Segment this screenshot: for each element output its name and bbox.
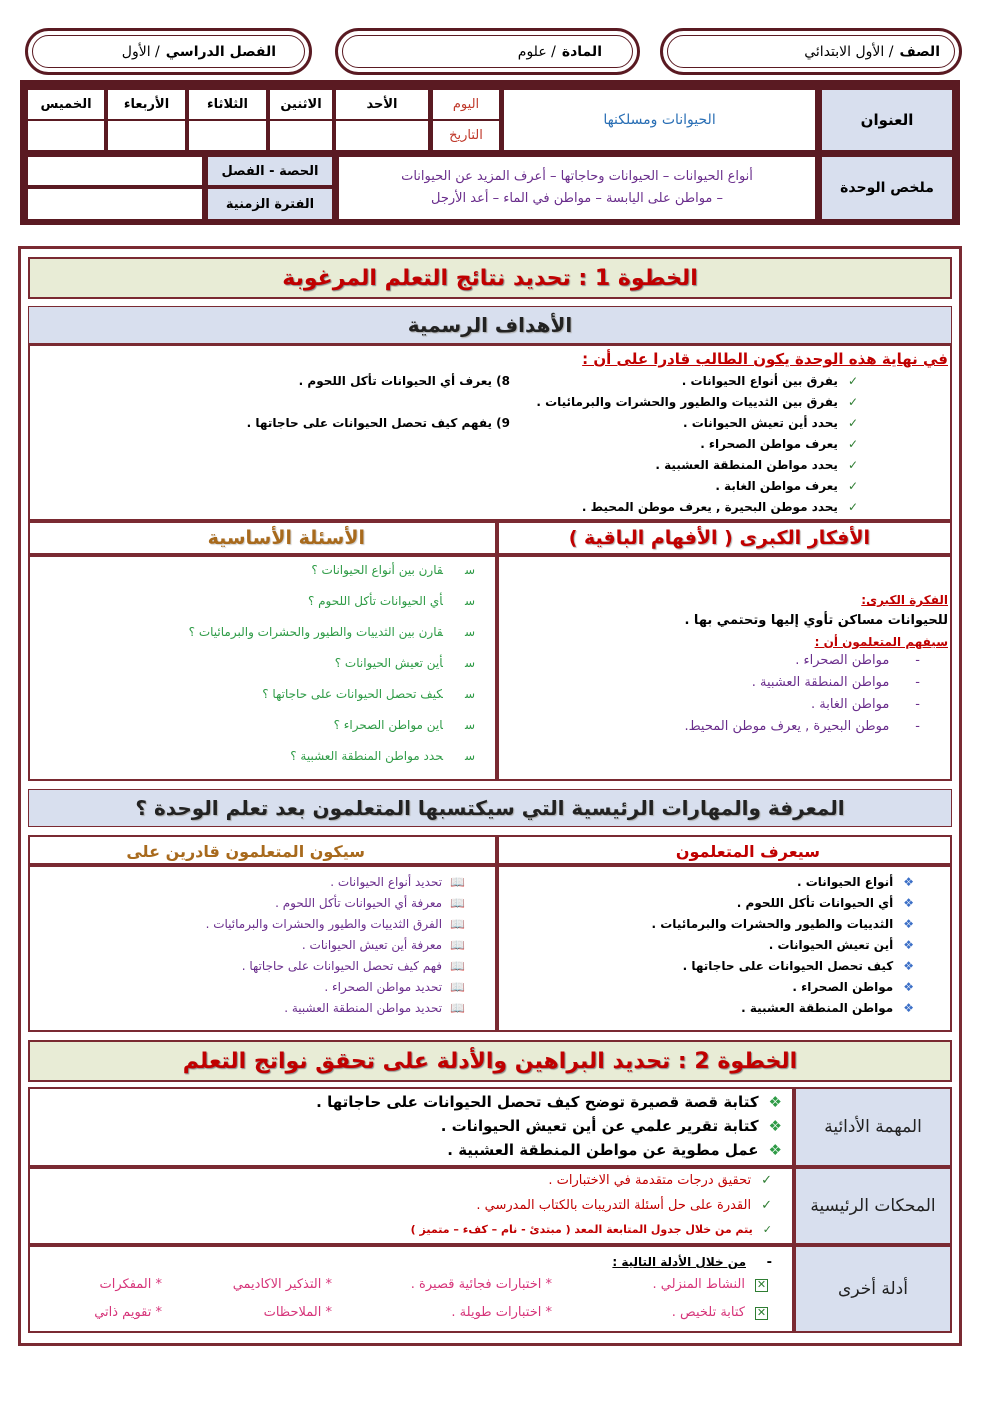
title-label: العنوان [822, 90, 952, 150]
question-item-text: قارن بين الثدييات والطيور والحشرات والبرمائيات ؟ [188, 625, 443, 639]
other-intro: من خلال الأدلة التالية : [612, 1255, 746, 1269]
question-marker: س [464, 718, 475, 732]
diamond-icon: ❖ [768, 1141, 782, 1159]
will-be-able-box [28, 865, 497, 1032]
semester-value: الأول [121, 43, 151, 60]
will-know-item [652, 917, 914, 931]
will-be-able-item [330, 875, 465, 889]
will-be-able-item [284, 1001, 465, 1015]
criteria-label: المحكات الرئيسية [794, 1167, 952, 1245]
check-icon: ✓ [847, 374, 858, 388]
day-monday: الاثنين [270, 90, 332, 119]
check-icon: ✓ [761, 1173, 772, 1188]
understand-item-text: موطن البحيرة , يعرف موطن المحيط. [684, 719, 890, 734]
semester-pill: الفصل الدراسي / الأول [25, 28, 312, 75]
goal-item-text: يعرف مواطن الغابة . [715, 479, 838, 493]
big-ideas-box [497, 555, 952, 781]
will-be-able-title: سيكون المتعلمون قادرين على [126, 842, 365, 861]
check-icon: ✓ [847, 458, 858, 472]
goal-item [683, 416, 858, 430]
task-label: المهمة الأدائية [794, 1087, 952, 1167]
criteria-item [411, 1223, 772, 1236]
diamond-icon: ❖ [903, 896, 914, 910]
understand-item [811, 697, 920, 712]
will-be-able-item-text: فهم كيف تحصل الحيوانات على حاجاتها . [241, 959, 443, 973]
other-item: * الملاحظات [263, 1305, 332, 1320]
criteria-box [28, 1167, 794, 1245]
day-thursday: الخميس [28, 90, 104, 119]
question-marker: س [464, 749, 475, 763]
day-wednesday: الأربعاء [108, 90, 185, 119]
goal-item-left: 9) يفهم كيف تحصل الحيوانات على حاجاتها . [246, 416, 510, 430]
understand-item-text: مواطن المنطقة العشبية . [751, 675, 890, 690]
checkbox-icon: ✕ [756, 1278, 767, 1291]
step2-title: الخطوة 2 : تحديد البراهين والأدلة على تحقق نواتج التعلم [28, 1040, 952, 1082]
question-item [308, 594, 475, 608]
other-item-text: كتابة تلخيص . [671, 1305, 745, 1320]
criteria-item-text: يتم من خلال جدول المتابعة المعد ( مبتدئ - نام – كفء – متميز ) [410, 1223, 753, 1236]
other-label: أدلة أخرى [794, 1245, 952, 1333]
subject-value: علوم [517, 43, 547, 60]
tasks-box [28, 1087, 794, 1167]
diamond-icon: ❖ [903, 980, 914, 994]
will-know-item [741, 1001, 914, 1015]
check-icon: ✓ [847, 395, 858, 409]
understand-item-text: مواطن الغابة . [810, 697, 890, 712]
will-know-item [792, 980, 914, 994]
will-know-item [737, 896, 914, 910]
criteria-item [476, 1198, 772, 1213]
goal-item [536, 395, 858, 409]
will-be-able-item [242, 959, 465, 973]
will-be-able-item-text: معرفة أي الحيوانات تأكل اللحوم . [275, 896, 443, 910]
will-be-able-item-text: تحديد مواطن الصحراء . [324, 980, 443, 994]
goal-item [700, 437, 858, 451]
task-item-text: عمل مطوية عن مواطن المنطقة العشبية . [447, 1141, 759, 1159]
will-know-header [497, 835, 952, 865]
other-item: * تقويم ذاتي [94, 1305, 162, 1320]
other-item: * اختبارات فجائية قصيرة . [410, 1277, 552, 1292]
will-know-item-text: أنواع الحيوانات . [796, 875, 894, 889]
other-item [653, 1277, 768, 1292]
question-item-text: حدد مواطن المنطقة العشبية ؟ [290, 749, 443, 763]
other-item: * اختبارات طويلة . [451, 1305, 552, 1320]
understand-item [795, 653, 920, 668]
day-sunday: الأحد [336, 90, 428, 119]
task-item-text: كتابة قصة قصيرة توضح كيف تحصل الحيوانات على حاجاتها . [316, 1093, 759, 1111]
will-know-item [683, 959, 914, 973]
will-know-item-text: كيف تحصل الحيوانات على حاجاتها . [682, 959, 894, 973]
check-icon: ✓ [762, 1223, 772, 1236]
book-icon: 📖 [450, 938, 465, 952]
goal-item [715, 479, 858, 493]
will-be-able-header [28, 835, 497, 865]
essential-q-header [28, 521, 497, 555]
question-marker: س [464, 687, 475, 701]
goal-item [655, 458, 858, 472]
subject-pill: المادة / علوم [335, 28, 640, 75]
other-box [28, 1245, 794, 1333]
will-know-item-text: أين تعيش الحيوانات . [768, 938, 894, 952]
subject-label: المادة [561, 43, 602, 60]
grade-value: الأول الابتدائي [804, 43, 885, 60]
task-item [447, 1141, 782, 1159]
will-know-item-text: مواطن الصحراء . [792, 980, 894, 994]
question-item-text: أي الحيوانات تأكل اللحوم ؟ [307, 594, 443, 608]
book-icon: 📖 [450, 959, 465, 973]
question-marker: س [464, 625, 475, 639]
will-be-able-item-text: معرفة أين تعيش الحيوانات . [301, 938, 443, 952]
big-ideas-header [497, 521, 952, 555]
goal-item-text: يعرف مواطن الصحراء . [700, 437, 838, 451]
goal-item-text: يحدد موطن البحيرة , يعرف موطن المحيط . [581, 500, 838, 514]
semester-label: الفصل الدراسي [165, 43, 276, 60]
other-item-text: النشاط المنزلي . [652, 1277, 745, 1292]
book-icon: 📖 [450, 980, 465, 994]
header-table [20, 80, 960, 225]
diamond-icon: ❖ [903, 938, 914, 952]
goal-item-text: يحدد مواطن المنطقة العشبية . [655, 458, 838, 472]
diamond-icon: ❖ [903, 875, 914, 889]
grade-pill: الصف / الأول الابتدائي [660, 28, 962, 75]
question-item-text: أين تعيش الحيوانات ؟ [334, 656, 443, 670]
task-item-text: كتابة تقرير علمي عن أين تعيش الحيوانات . [440, 1117, 759, 1135]
will-know-item [769, 938, 914, 952]
goal-item-text: يفرق بين الثدييات والطيور والحشرات والبرمائيات . [536, 395, 838, 409]
diamond-icon: ❖ [903, 917, 914, 931]
summary-label: ملخص الوحدة [822, 157, 952, 219]
will-be-able-item [302, 938, 465, 952]
check-icon: ✓ [761, 1198, 772, 1213]
criteria-item [548, 1173, 772, 1188]
will-know-item [797, 875, 914, 889]
question-item [335, 656, 475, 670]
goal-item-left: 8) يعرف أي الحيوانات تأكل اللحوم . [298, 374, 510, 388]
understand-item [684, 719, 920, 734]
question-item [262, 687, 475, 701]
task-item [316, 1093, 782, 1111]
other-dash: - [766, 1255, 772, 1270]
will-be-able-item-text: الفرق الثدييات والطيور والحشرات والبرمائيات . [205, 917, 443, 931]
goal-item [582, 500, 858, 514]
essential-q-title: الأسئلة الأساسية [207, 527, 365, 549]
diamond-icon: ❖ [768, 1117, 782, 1135]
goals-box [28, 344, 952, 521]
day-tuesday: الثلاثاء [189, 90, 266, 119]
diamond-icon: ❖ [903, 1001, 914, 1015]
will-be-able-item-text: تحديد مواطن المنطقة العشبية . [284, 1001, 443, 1015]
check-icon: ✓ [847, 416, 858, 430]
book-icon: 📖 [450, 1001, 465, 1015]
check-icon: ✓ [847, 437, 858, 451]
check-icon: ✓ [847, 479, 858, 493]
dash-marker: - [915, 719, 920, 734]
dash-marker: - [915, 653, 920, 668]
grade-label: الصف [899, 43, 940, 60]
day-label: اليوم [433, 90, 499, 119]
goals-intro: في نهاية هذه الوحدة يكون الطالب قادرا على أن : [582, 350, 948, 368]
date-label: التاريخ [433, 121, 499, 150]
diamond-icon: ❖ [903, 959, 914, 973]
criteria-item-text: القدرة على حل أسئلة التدريبات بالكتاب المدرسي . [476, 1198, 752, 1213]
goal-item [682, 374, 858, 388]
other-item [672, 1305, 768, 1320]
question-marker: س [464, 594, 475, 608]
questions-box [28, 555, 497, 781]
will-be-able-item [275, 896, 465, 910]
other-item: * المفكرات [99, 1277, 162, 1292]
will-know-item-text: مواطن المنطقة العشبية . [741, 1001, 894, 1015]
question-item-text: كيف تحصل الحيوانات على حاجاتها ؟ [262, 687, 443, 701]
summary-line-1: أنواع الحيوانات – الحيوانات وحاجاتها – أعرف المزيد عن الحيوانات [401, 169, 753, 184]
will-know-item-text: أي الحيوانات تأكل اللحوم . [736, 896, 894, 910]
book-icon: 📖 [450, 896, 465, 910]
goal-item-text: يحدد أين تعيش الحيوانات . [682, 416, 838, 430]
will-be-able-item [206, 917, 465, 931]
question-item [189, 625, 475, 639]
book-icon: 📖 [450, 917, 465, 931]
summary-text [339, 157, 815, 219]
will-be-able-item-text: تحديد أنواع الحيوانات . [330, 875, 443, 889]
checkbox-icon: ✕ [756, 1306, 767, 1319]
official-goals-title: الأهداف الرسمية [28, 306, 952, 344]
big-idea-label: الفكرة الكبرى: [861, 593, 948, 607]
dash-marker: - [915, 697, 920, 712]
question-marker: س [464, 563, 475, 577]
big-idea-text: للحيوانات مساكن تأوي إليها وتحتمي بها . [684, 613, 948, 628]
understand-item-text: مواطن الصحراء . [795, 653, 890, 668]
knowledge-title: المعرفة والمهارات الرئيسية التي سيكتسبها المتعلمون بعد تعلم الوحدة ؟ [28, 789, 952, 827]
dash-marker: - [915, 675, 920, 690]
question-item-text: قارن بين أنواع الحيوانات ؟ [311, 563, 443, 577]
understand-label: سيفهم المتعلمون أن : [814, 635, 948, 649]
question-marker: س [464, 656, 475, 670]
will-know-title: سيعرف المتعلمون [675, 842, 820, 861]
step1-title: الخطوة 1 : تحديد نتائج التعلم المرغوبة [28, 257, 952, 299]
main-frame [18, 246, 962, 1346]
will-know-item-text: الثدييات والطيور والحشرات والبرمائيات . [651, 917, 894, 931]
task-item [441, 1117, 782, 1135]
period-label: الحصة - الفصل [208, 157, 332, 185]
check-icon: ✓ [847, 500, 858, 514]
book-icon: 📖 [450, 875, 465, 889]
summary-line-2: – مواطن على اليابسة – مواطن في الماء – أعد الأرجل [430, 191, 724, 206]
question-item [334, 718, 475, 732]
duration-label: الفترة الزمنية [208, 189, 332, 219]
question-item-text: اين مواطن الصحراء ؟ [333, 718, 443, 732]
will-be-able-item [324, 980, 465, 994]
question-item [290, 749, 475, 763]
question-item [311, 563, 475, 577]
diamond-icon: ❖ [768, 1093, 782, 1111]
understand-item [752, 675, 920, 690]
will-know-box [497, 865, 952, 1032]
big-ideas-title: الأفكار الكبرى ( الأفهام الباقية ) [568, 527, 870, 549]
title-value: الحيوانات ومسلكنها [504, 90, 815, 150]
other-item: * التذكير الاكاديمي [232, 1277, 332, 1292]
goal-item-text: يفرق بين أنواع الحيوانات . [681, 374, 838, 388]
criteria-item-text: تحقيق درجات متقدمة في الاختبارات . [548, 1173, 752, 1188]
